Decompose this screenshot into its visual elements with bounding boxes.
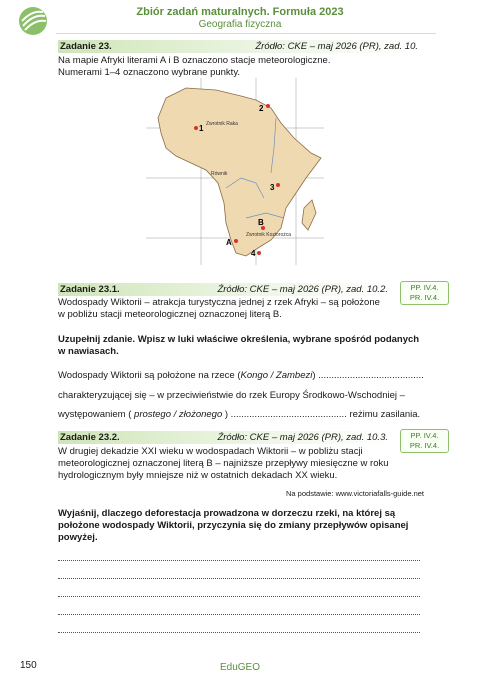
marker-3 xyxy=(276,183,280,187)
page-number: 150 xyxy=(20,660,37,671)
task232-source: Źródło: CKE – maj 2026 (PR), zad. 10.3. xyxy=(217,432,388,443)
header-title: Zbiór zadań maturalnych. Formuła 2023 xyxy=(136,6,344,18)
task231-instruction-2: w nawiasach. xyxy=(58,346,119,357)
task231-fill-line2: charakteryzującej się – w przeciwieństwie do rzek Europy Środkowo-Wschodniej – xyxy=(58,390,405,401)
task232-line1: W drugiej dekadzie XXI wieku w wodospadach Wiktorii – w pobliżu stacji xyxy=(58,446,363,457)
header-subtitle: Geografia fizyczna xyxy=(198,19,282,30)
footer-brand: EduGEO xyxy=(219,662,261,673)
task23-bar xyxy=(58,40,424,53)
task232-label: Zadanie 23.2. xyxy=(60,432,120,443)
marker-4-label: 4 xyxy=(251,249,256,258)
task232-source-note: Na podstawie: www.victoriafalls-guide.net xyxy=(286,489,424,498)
task232-bar xyxy=(58,431,394,444)
task232-line3: hydrologicznym były mniejsze niż w ostatnich dekadach XX wieku. xyxy=(58,470,338,481)
marker-1 xyxy=(194,126,198,130)
marker-1-label: 1 xyxy=(199,124,204,133)
header-divider xyxy=(56,33,436,34)
answer-line-1[interactable] xyxy=(58,560,420,561)
task23-source: Źródło: CKE – maj 2026 (PR), zad. 10. xyxy=(255,41,418,52)
fill3-prefix: występowaniem ( xyxy=(58,409,132,420)
task23-label: Zadanie 23. xyxy=(60,41,112,52)
task232-instruction-1: Wyjaśnij, dlaczego deforestacja prowadzona w dorzeczu rzeki, na której są xyxy=(58,508,396,519)
answer-line-3[interactable] xyxy=(58,596,420,597)
task231-fill-line3 xyxy=(58,409,428,422)
answer-line-5[interactable] xyxy=(58,632,420,633)
station-b-label: B xyxy=(258,218,264,227)
marker-2 xyxy=(266,104,270,108)
map-label-zwrotnik-koziorozca: Zwrotnik Koziorożca xyxy=(246,232,292,238)
fill1-blank[interactable]: ) ........................................ xyxy=(312,370,424,381)
task231-badge xyxy=(400,281,449,305)
task231-badge-pr: PR. IV.4. xyxy=(409,293,440,302)
answer-line-4[interactable] xyxy=(58,614,420,615)
task231-instruction-1: Uzupełnij zdanie. Wpisz w luki właściwe określenia, wybrane spośród podanych xyxy=(58,334,420,345)
africa-map xyxy=(146,78,324,265)
fill3-options: prostego / złożonego xyxy=(134,409,223,420)
task232-badge xyxy=(400,429,449,453)
task23-line1: Na mapie Afryki literami A i B oznaczono stacje meteorologiczne. xyxy=(58,55,331,66)
marker-4 xyxy=(257,251,261,255)
task23-line2: Numerami 1–4 oznaczono wybrane punkty. xyxy=(58,67,241,78)
fill3-blank[interactable]: ) ............................................ reżimu zasilania. xyxy=(224,409,421,420)
task231-line1: Wodospady Wiktorii – atrakcja turystyczna jednej z rzek Afryki – są położone xyxy=(58,297,380,308)
task231-line2: w pobliżu stacji meteorologicznej oznaczonej literą B. xyxy=(58,309,282,320)
map-label-zwrotnik-raka: Zwrotnik Raka xyxy=(206,121,238,127)
task232-badge-pr: PR. IV.4. xyxy=(409,441,440,450)
task231-source: Źródło: CKE – maj 2026 (PR), zad. 10.2. xyxy=(217,284,388,295)
marker-3-label: 3 xyxy=(270,183,275,192)
fill1-options: Kongo / Zambezi xyxy=(240,370,313,381)
marker-2-label: 2 xyxy=(259,104,264,113)
task231-fill-line1 xyxy=(58,370,428,383)
task232-line2: meteorologicznej oznaczonej literą B – najniższe przepływy miesięczne w roku xyxy=(58,458,389,469)
station-a xyxy=(234,239,238,243)
task232-instruction-2: położone wodospady Wiktorii, przyczynia się do zmiany przepływów opisanej xyxy=(58,520,409,531)
task231-bar xyxy=(58,283,394,296)
task231-label: Zadanie 23.1. xyxy=(60,284,120,295)
answer-line-2[interactable] xyxy=(58,578,420,579)
station-a-label: A xyxy=(226,238,232,247)
map-label-rownik: Równik xyxy=(211,171,228,177)
task231-badge-pp: PP. IV.4. xyxy=(410,283,439,292)
fill1-prefix: Wodospady Wiktorii są położone na rzece ( xyxy=(58,370,241,381)
task232-badge-pp: PP. IV.4. xyxy=(410,431,439,440)
task232-instruction-3: powyżej. xyxy=(58,532,98,543)
